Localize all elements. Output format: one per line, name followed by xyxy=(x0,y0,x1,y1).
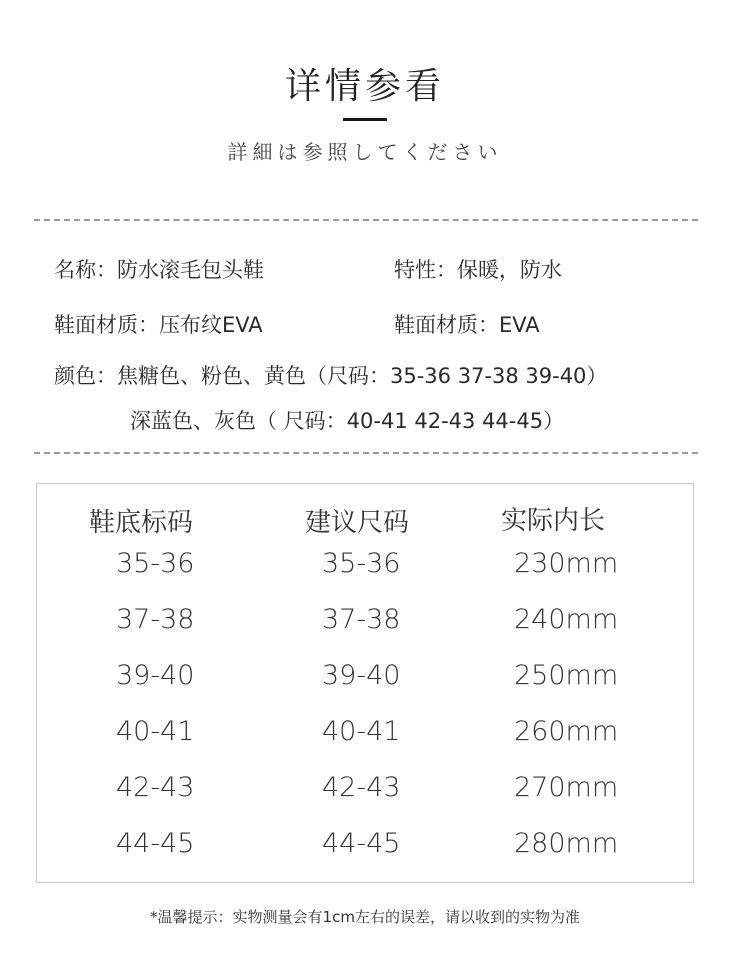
color-label: 颜色： xyxy=(54,364,117,388)
table-cell: 44-45 xyxy=(116,828,195,859)
sole-material-value: EVA xyxy=(499,313,540,337)
sole-material-label: 鞋面材质： xyxy=(394,313,499,337)
page-subtitle: 詳細は参照してください xyxy=(227,140,503,164)
table-cell: 240mm xyxy=(514,604,619,635)
upper-material-label: 鞋面材质： xyxy=(54,313,159,337)
table-cell: 230mm xyxy=(514,548,619,579)
table-cell: 37-38 xyxy=(322,604,401,635)
table-cell: 260mm xyxy=(514,716,619,747)
table-cell: 37-38 xyxy=(116,604,195,635)
table-cell: 250mm xyxy=(514,660,619,691)
upper-material-row xyxy=(54,309,263,339)
table-cell: 40-41 xyxy=(322,716,401,747)
sole-material-row xyxy=(394,309,540,339)
feature-value: 保暖，防水 xyxy=(457,258,562,282)
divider-top xyxy=(34,219,698,221)
upper-material-value: 压布纹EVA xyxy=(159,313,263,337)
table-cell: 44-45 xyxy=(322,828,401,859)
table-cell: 42-43 xyxy=(322,772,401,803)
size-table xyxy=(36,483,694,883)
table-cell: 40-41 xyxy=(116,716,195,747)
title-underline xyxy=(343,118,387,121)
table-cell: 270mm xyxy=(514,772,619,803)
header-sole-size: 鞋底标码 xyxy=(89,508,194,538)
name-value: 防水滚毛包头鞋 xyxy=(117,258,264,282)
feature-row xyxy=(394,254,562,284)
table-cell: 42-43 xyxy=(116,772,195,803)
color-row xyxy=(54,360,607,390)
divider-bottom xyxy=(34,452,698,454)
feature-label: 特性： xyxy=(394,258,457,282)
page-title: 详情参看 xyxy=(284,66,445,107)
table-cell: 35-36 xyxy=(322,548,401,579)
table-cell: 280mm xyxy=(514,828,619,859)
table-cell: 35-36 xyxy=(116,548,195,579)
color-value-line1: 焦糖色、粉色、黄色（尺码：35-36 37-38 39-40） xyxy=(117,364,608,388)
table-cell: 39-40 xyxy=(322,660,401,691)
header-suggested-size: 建议尺码 xyxy=(305,508,410,538)
footnote: *温馨提示：实物测量会有1cm左右的误差，请以收到的实物为准 xyxy=(150,908,580,926)
color-value-line2: 深蓝色、灰色（ 尺码：40-41 42-43 44-45） xyxy=(130,409,565,433)
name-label: 名称： xyxy=(54,258,117,282)
table-cell: 39-40 xyxy=(116,660,195,691)
name-row xyxy=(54,254,264,284)
color-row-2 xyxy=(130,405,564,435)
header-inner-length: 实际内长 xyxy=(501,506,606,536)
